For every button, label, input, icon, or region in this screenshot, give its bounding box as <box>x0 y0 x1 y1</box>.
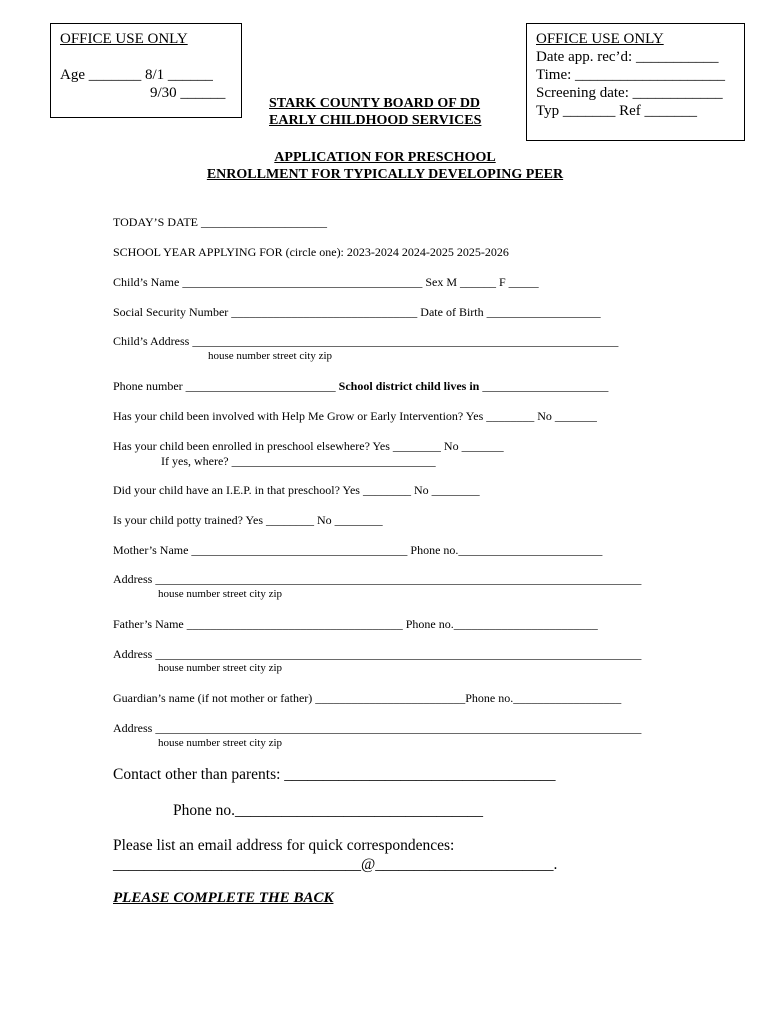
guardian-address-field[interactable]: Address _________________________________________________________________________________ <box>113 721 642 735</box>
ssn-dob-field[interactable]: Social Security Number _______________________________ Date of Birth ___________________ <box>113 305 601 319</box>
mothers-name-field[interactable]: Mother’s Name ____________________________________ Phone no.________________________ <box>113 543 603 557</box>
form-title-line1: APPLICATION FOR PRESCHOOL <box>274 150 496 165</box>
screening-date-field[interactable]: Screening date: ____________ <box>536 85 723 101</box>
office-use-title-left: OFFICE USE ONLY <box>60 31 188 47</box>
type-ref-field[interactable]: Typ _______ Ref _______ <box>536 103 698 119</box>
potty-trained-field[interactable]: Is your child potty trained? Yes ________ No ________ <box>113 513 383 527</box>
father-address-field[interactable]: Address _________________________________________________________________________________ <box>113 647 642 661</box>
agency-name: STARK COUNTY BOARD OF DD <box>269 96 481 111</box>
email-label: Please list an email address for quick correspondences: <box>113 837 455 854</box>
contact-phone-field[interactable]: Phone no.________________________________ <box>173 802 483 819</box>
phone-district-field[interactable] <box>113 379 608 393</box>
childs-name-field[interactable]: Child’s Name ________________________________________ Sex M ______ F _____ <box>113 275 539 289</box>
childs-address-labels: house number street city zip <box>208 350 333 362</box>
time-field[interactable]: Time: ____________________ <box>536 67 726 83</box>
enrolled-elsewhere-field[interactable]: Has your child been enrolled in preschool elsewhere? Yes ________ No _______ <box>113 439 504 453</box>
contact-other-field[interactable]: Contact other than parents: ___________________________________ <box>113 766 556 783</box>
complete-back-notice: PLEASE COMPLETE THE BACK <box>113 890 334 906</box>
office-use-title-right: OFFICE USE ONLY <box>536 31 664 47</box>
iep-field[interactable]: Did your child have an I.E.P. in that preschool? Yes ________ No ________ <box>113 483 480 497</box>
todays-date-field[interactable]: TODAY’S DATE _____________________ <box>113 215 328 229</box>
age-field[interactable]: Age _______ 8/1 ______ <box>60 67 213 83</box>
school-year-field[interactable]: SCHOOL YEAR APPLYING FOR (circle one): 2023-2024 2024-2025 2025-2026 <box>113 245 509 259</box>
agency-division: EARLY CHILDHOOD SERVICES <box>269 113 482 128</box>
if-yes-where-field[interactable]: If yes, where? __________________________________ <box>161 454 436 468</box>
guardian-address-labels: house number street city zip <box>158 737 283 749</box>
help-me-grow-field[interactable]: Has your child been involved with Help Me Grow or Early Intervention? Yes ________ No _______ <box>113 409 597 423</box>
email-field[interactable]: ________________________________@_______________________. <box>113 856 558 873</box>
school-district-label: School district child lives in <box>338 379 480 393</box>
father-address-labels: house number street city zip <box>158 662 283 674</box>
guardian-name-field[interactable]: Guardian’s name (if not mother or father) _________________________Phone no.__________________ <box>113 691 622 705</box>
fathers-name-field[interactable]: Father’s Name ____________________________________ Phone no.________________________ <box>113 617 598 631</box>
date-app-received-field[interactable]: Date app. rec’d: ___________ <box>536 49 719 65</box>
mother-address-labels: house number street city zip <box>158 588 283 600</box>
school-district-line: _____________________ <box>479 379 609 393</box>
mother-address-field[interactable]: Address _________________________________________________________________________________ <box>113 572 642 586</box>
phone-number-label: Phone number _________________________ <box>113 379 339 393</box>
form-title-line2: ENROLLMENT FOR TYPICALLY DEVELOPING PEER <box>206 167 564 182</box>
date-930-field[interactable]: 9/30 ______ <box>150 85 226 101</box>
childs-address-field[interactable]: Child’s Address _______________________________________________________________________ <box>113 334 619 348</box>
